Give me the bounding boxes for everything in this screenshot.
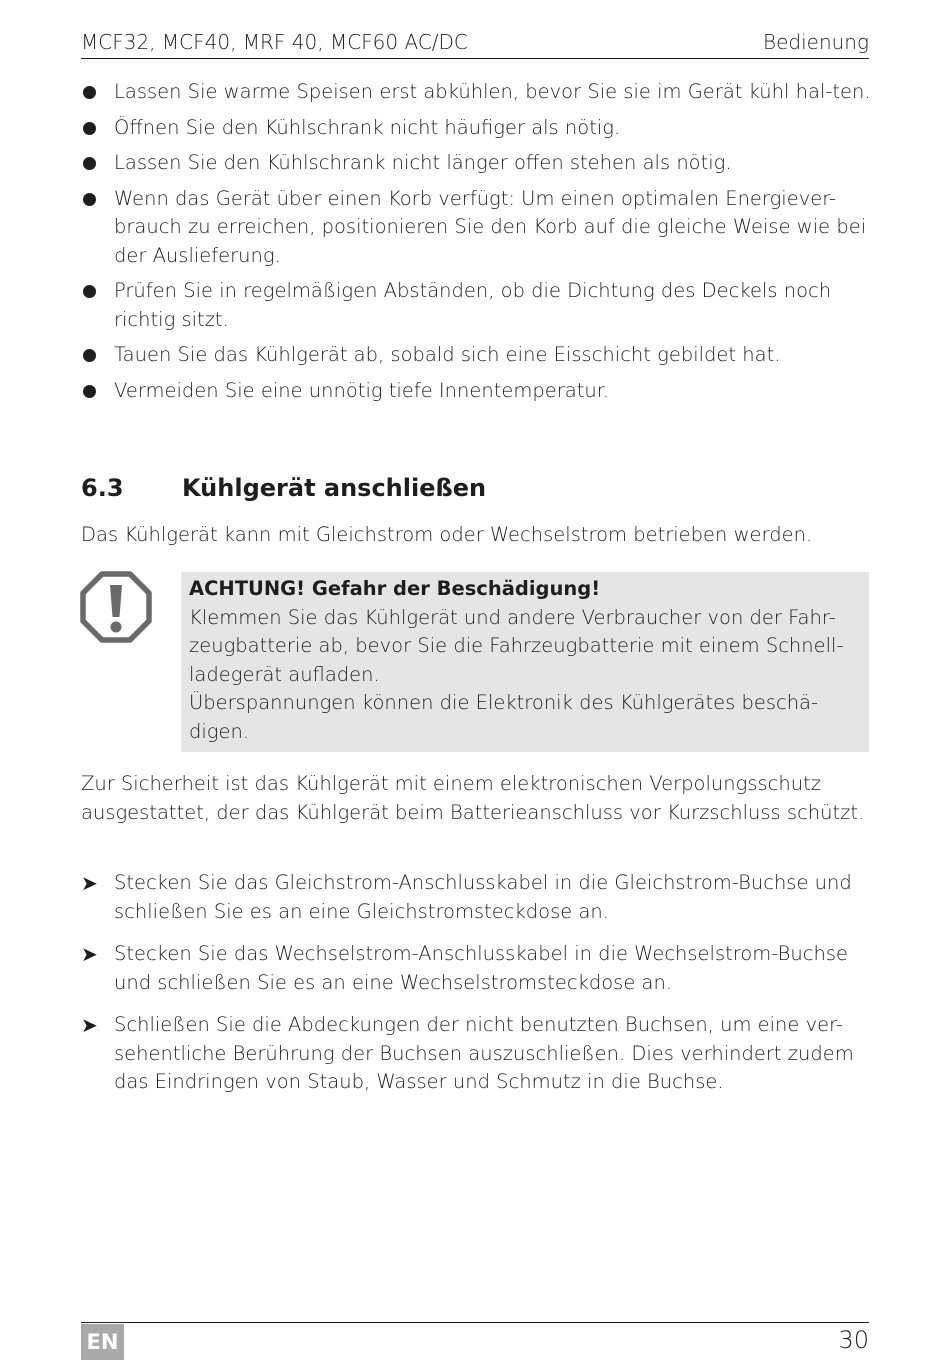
bullet-dot-icon (83, 193, 96, 206)
arrow-right-icon: ➤ (81, 1013, 98, 1037)
header-section: Bedienung (763, 30, 869, 54)
list-item (81, 78, 871, 107)
list-item (81, 277, 871, 334)
bullet-dot-icon (83, 122, 96, 135)
warning-title: ACHTUNG! Gefahr der Beschädigung! (189, 577, 601, 600)
list-item-text: Lassen Sie den Kühlschrank nicht länger offen stehen als nötig. (114, 151, 732, 174)
footer-divider (81, 1322, 869, 1323)
list-item-text: Vermeiden Sie eine unnötig tiefe Innentemperatur. (114, 378, 610, 402)
list-item-text: Stecken Sie das Gleichstrom-Anschlusskabel in die Gleichstrom-Buchse und schließen Sie es an eine Gleichstromsteckdose an. (114, 871, 852, 923)
page-number: 30 (838, 1326, 869, 1354)
list-item-text: Wenn das Gerät über einen Korb verfügt: Um einen optimalen Energiever-brauch zu erreichen, positionieren Sie den Korb auf die gleiche Weise wie bei der Auslieferung. (114, 186, 867, 267)
connection-steps-list (81, 869, 871, 1111)
exclamation-octagon-icon (80, 571, 152, 643)
intro-paragraph: Das Kühlgerät kann mit Gleichstrom oder Wechselstrom betrieben werden. (81, 523, 813, 546)
warning-text: Überspannungen können die Elektronik des Kühlgerätes beschä-digen. (189, 691, 819, 743)
list-item (81, 114, 871, 143)
arrow-right-icon: ➤ (81, 871, 98, 895)
list-item (81, 940, 871, 997)
list-item-text: Öffnen Sie den Kühlschrank nicht häufiger als nötig. (114, 115, 621, 139)
list-item-text: Tauen Sie das Kühlgerät ab, sobald sich eine Eisschicht gebildet hat. (114, 343, 781, 366)
safety-paragraph: Zur Sicherheit ist das Kühlgerät mit einem elektronischen Verpolungsschutz ausgestattet, der das Kühlgerät beim Batterieanschluss vor Kurzschluss schützt. (81, 772, 865, 824)
bullet-dot-icon (83, 157, 96, 170)
list-item (81, 377, 871, 406)
list-item-text: Stecken Sie das Wechselstrom-Anschlusskabel in die Wechselstrom-Buchse und schließen Sie es an eine Wechselstromsteckdose an. (114, 942, 848, 994)
bullet-dot-icon (83, 349, 96, 362)
arrow-right-icon: ➤ (81, 942, 98, 966)
list-item (81, 149, 871, 178)
language-badge: EN (81, 1324, 124, 1360)
list-item (81, 341, 871, 370)
bullet-dot-icon (83, 385, 96, 398)
list-item-text: Prüfen Sie in regelmäßigen Abständen, ob die Dichtung des Deckels noch richtig sitzt. (114, 279, 832, 331)
warning-text: Klemmen Sie das Kühlgerät und andere Verbraucher von der Fahr-zeugbatterie ab, bevor Sie die Fahrzeugbatterie mit einem Schnell-ladegerät aufladen. (189, 605, 844, 686)
page-header (81, 28, 869, 59)
section-number: 6.3 (81, 474, 124, 502)
list-item (81, 185, 871, 271)
header-models: MCF32, MCF40, MRF 40, MCF60 AC/DC (81, 30, 468, 54)
bullet-dot-icon (83, 285, 96, 298)
list-item-text: Schließen Sie die Abdeckungen der nicht benutzten Buchsen, um eine ver-sehentliche Berührung der Buchsen auszuschließen. Dies verhindert zudem das Eindringen von Staub, Wasser und Schmutz in die Buchse. (114, 1013, 854, 1093)
section-title: Kühlgerät anschließen (182, 474, 487, 502)
list-item (81, 869, 871, 926)
list-item-text: Lassen Sie warme Speisen erst abkühlen, bevor Sie sie im Gerät kühl hal-ten. (114, 80, 871, 103)
energy-tips-list (81, 78, 871, 412)
list-item (81, 1011, 871, 1097)
bullet-dot-icon (83, 86, 96, 99)
warning-box (181, 572, 869, 752)
